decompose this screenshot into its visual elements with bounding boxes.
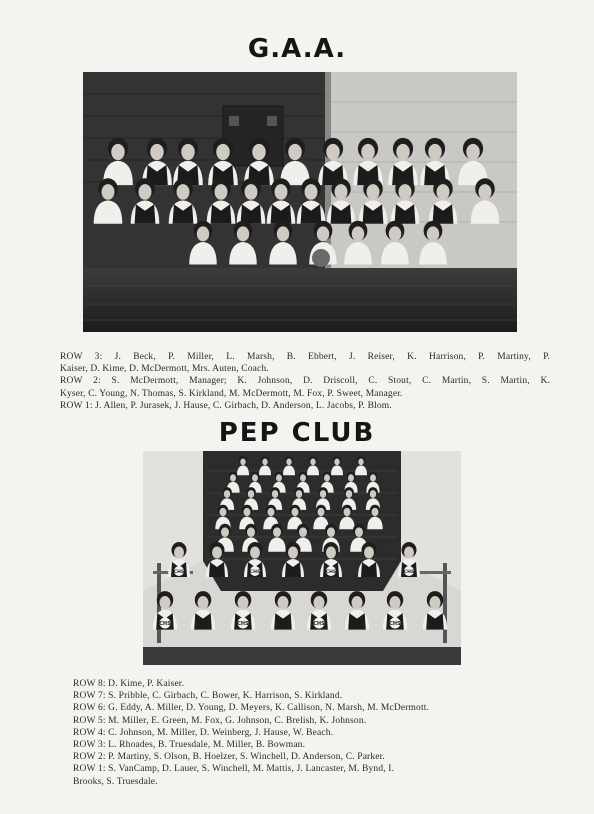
pep-caption-line: Brooks, S. Truesdale. [73,776,158,787]
svg-text:CHS: CHS [173,569,185,575]
gaa-caption-line: ROW 2: S. McDermott, Manager; K. Johnson, D. Driscoll, C. Stout, C. Martin, S. Martin, K. [60,376,550,387]
pep-caption-line: ROW 4: C. Johnson, M. Miller, D. Weinberg, J. Hause, W. Beach. [73,727,334,738]
pep-caption-line: ROW 1: S. VanCamp, D. Lauer, S. Winchell, M. Mattis, J. Lancaster, M. Bynd, I. [73,764,395,775]
gaa-title: G.A.A. [247,34,347,64]
pep-caption-line: ROW 3: L. Rhoades, B. Truesdale, M. Miller, B. Bowman. [73,740,306,751]
basketball [312,249,330,267]
pep-caption-line: ROW 8: D. Kime, P. Kaiser. [73,679,185,689]
svg-text:CHS: CHS [159,620,171,627]
pep-club-group-photo [143,451,461,665]
pep-caption-line: ROW 7: S. Pribble, C. Girbach, C. Bower, K. Harrison, S. Kirkland. [73,691,343,702]
svg-text:CHS: CHS [313,620,325,627]
pep-caption-line: ROW 2: P. Martiny, S. Olson, B. Hoelzer, S. Winchell, D. Anderson, C. Parker. [73,752,385,763]
pep-caption [73,678,553,788]
svg-text:CHS: CHS [403,569,415,575]
gaa-group-photo [83,72,517,332]
gaa-caption-line: ROW 1: J. Allen, P. Jurasek, J. Hause, C. Girbach, D. Anderson, L. Jacobs, P. Blom. [60,400,392,411]
svg-text:CHS: CHS [249,569,261,575]
svg-text:CHS: CHS [389,620,401,627]
gaa-caption-line: Kaiser, D. Kime, D. McDermott, Mrs. Auten, Coach. [60,364,269,375]
gaa-caption [60,351,550,412]
pep-caption-line: ROW 6: G. Eddy, A. Miller, D. Young, D. Meyers, K. Callison, N. Marsh, M. McDermott. [73,703,430,714]
svg-text:CHS: CHS [325,569,337,575]
pep-club-title: PEP CLUB [218,418,376,448]
gaa-caption-line: ROW 3: J. Beck, P. Miller, L. Marsh, B. Ebbert, J. Reiser, K. Harrison, P. Martiny, P. [60,352,550,362]
gaa-caption-line: Kyser, C. Young, N. Thomas, S. Kirkland, M. McDermott, M. Fox, P. Sweet, Manager. [60,388,403,399]
svg-text:CHS: CHS [237,620,249,627]
pep-caption-line: ROW 5: M. Miller, E. Green, M. Fox, G. Johnson, C. Brelish, K. Johnson. [73,715,367,726]
